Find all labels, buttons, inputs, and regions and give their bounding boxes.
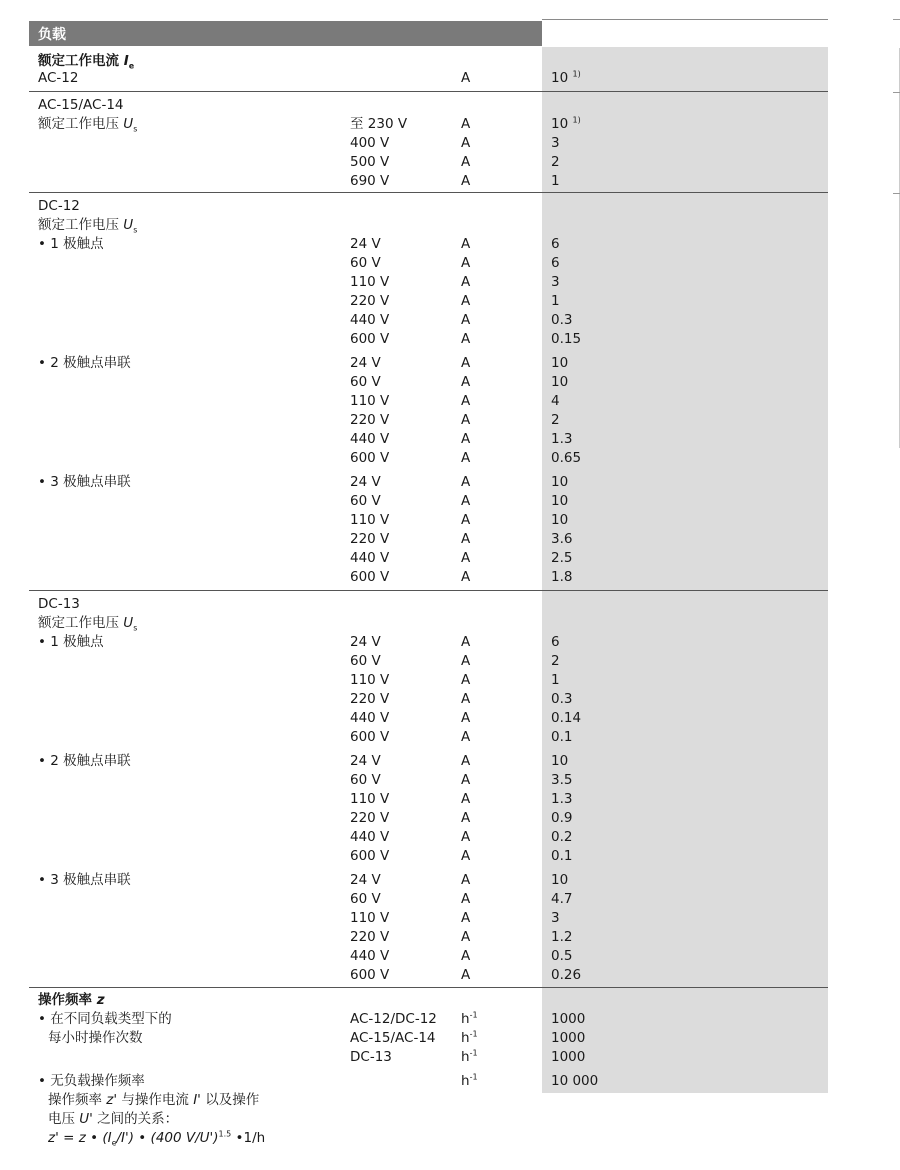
value: 3.5	[551, 772, 573, 788]
unit: A	[461, 729, 471, 745]
unit: A	[461, 772, 471, 788]
value: 1000	[551, 1030, 586, 1046]
voltage: 110 V	[350, 393, 390, 409]
unit: A	[461, 810, 471, 826]
contact-group-label: • 2 极触点串联	[38, 753, 131, 769]
unit: A	[461, 135, 471, 151]
section-rule	[29, 192, 828, 193]
unit: A	[461, 872, 471, 888]
voltage: 110 V	[350, 672, 390, 688]
voltage: 600 V	[350, 450, 390, 466]
unit: A	[461, 512, 471, 528]
unit: A	[461, 393, 471, 409]
value: 10	[551, 753, 569, 769]
value: 3	[551, 274, 560, 290]
unit: A	[461, 948, 471, 964]
unit: A	[461, 791, 471, 807]
rated-current-label: 额定工作电流 $I_e$	[38, 53, 135, 71]
value: 1000	[551, 1049, 586, 1065]
relation-line-2: 电压 U' 之间的关系：	[48, 1111, 179, 1127]
page-edge-tick	[893, 193, 900, 194]
voltage: 60 V	[350, 891, 381, 907]
ac15-label: AC-15/AC-14	[38, 97, 124, 113]
unit: $h^{-1}$	[461, 1048, 478, 1065]
unit: $h^{-1}$	[461, 1072, 478, 1089]
value: 0.15	[551, 331, 582, 347]
value: 0.65	[551, 450, 582, 466]
unit: A	[461, 848, 471, 864]
value: 6	[551, 255, 560, 271]
voltage: 220 V	[350, 293, 390, 309]
voltage: 400 V	[350, 135, 390, 151]
unit: A	[461, 331, 471, 347]
voltage: 220 V	[350, 691, 390, 707]
unit: A	[461, 929, 471, 945]
value: 0.26	[551, 967, 582, 983]
value-column-top-rule	[542, 19, 828, 20]
load-type: DC-13	[350, 1049, 392, 1065]
value: 0.14	[551, 710, 582, 726]
voltage: 60 V	[350, 493, 381, 509]
frequency-bullet-2: • 无负载操作频率	[38, 1073, 145, 1089]
value: 1.3	[551, 791, 573, 807]
voltage: 600 V	[350, 729, 390, 745]
voltage: 440 V	[350, 312, 390, 328]
dc13-label: DC-13	[38, 596, 80, 612]
voltage: 24 V	[350, 872, 381, 888]
unit: A	[461, 634, 471, 650]
load-type: AC-12/DC-12	[350, 1011, 437, 1027]
page-edge-tick	[893, 19, 900, 20]
contact-group-label: • 3 极触点串联	[38, 474, 131, 490]
voltage: 220 V	[350, 412, 390, 428]
unit: A	[461, 374, 471, 390]
voltage: 600 V	[350, 848, 390, 864]
voltage: 至 230 V	[350, 116, 408, 132]
unit: A	[461, 154, 471, 170]
unit: A	[461, 255, 471, 271]
voltage: 24 V	[350, 753, 381, 769]
value: 0.5	[551, 948, 573, 964]
contact-group-label: • 1 极触点	[38, 236, 104, 252]
unit: A	[461, 710, 471, 726]
voltage: 60 V	[350, 653, 381, 669]
unit: A	[461, 312, 471, 328]
unit: A	[461, 431, 471, 447]
voltage: 220 V	[350, 531, 390, 547]
value: 10	[551, 493, 569, 509]
unit: A	[461, 672, 471, 688]
frequency-bullet-1-cont: 每小时操作次数	[48, 1030, 143, 1046]
value: 10	[551, 355, 569, 371]
value: 0.3	[551, 312, 573, 328]
unit: $h^{-1}$	[461, 1010, 478, 1027]
rated-voltage-label: 额定工作电压 $U_s$	[38, 116, 138, 134]
voltage: 440 V	[350, 710, 390, 726]
value: 6	[551, 634, 560, 650]
unit: A	[461, 569, 471, 585]
voltage: 220 V	[350, 810, 390, 826]
value: 10 000	[551, 1073, 599, 1089]
unit: A	[461, 293, 471, 309]
voltage: 440 V	[350, 829, 390, 845]
voltage: 440 V	[350, 550, 390, 566]
voltage: 110 V	[350, 512, 390, 528]
value: 10	[551, 374, 569, 390]
voltage: 110 V	[350, 791, 390, 807]
voltage: 24 V	[350, 355, 381, 371]
value: 0.1	[551, 848, 573, 864]
voltage: 24 V	[350, 474, 381, 490]
voltage: 220 V	[350, 929, 390, 945]
value: 0.1	[551, 729, 573, 745]
unit: A	[461, 236, 471, 252]
value: 2.5	[551, 550, 573, 566]
voltage: 24 V	[350, 236, 381, 252]
value: 1.3	[551, 431, 573, 447]
unit: A	[461, 116, 471, 132]
unit: A	[461, 531, 471, 547]
value: 2	[551, 653, 560, 669]
value: 2	[551, 412, 560, 428]
section-header	[29, 21, 542, 46]
section-title: 负载	[38, 27, 66, 43]
voltage: 60 V	[350, 772, 381, 788]
ac12-label: AC-12	[38, 70, 79, 86]
rated-voltage-label: 额定工作电压 $U_s$	[38, 615, 138, 633]
unit: A	[461, 753, 471, 769]
value: 1.2	[551, 929, 573, 945]
voltage: 110 V	[350, 910, 390, 926]
value: 3.6	[551, 531, 573, 547]
unit: A	[461, 355, 471, 371]
voltage: 110 V	[350, 274, 390, 290]
voltage: 600 V	[350, 569, 390, 585]
relation-line-1: 操作频率 z' 与操作电流 I' 以及操作	[48, 1092, 260, 1108]
value-column-shading	[542, 47, 828, 1093]
value: 10 $^{1)}$	[551, 115, 581, 132]
value: 4	[551, 393, 560, 409]
frequency-title: 操作频率 z	[38, 992, 105, 1008]
unit: A	[461, 274, 471, 290]
voltage: 440 V	[350, 431, 390, 447]
section-rule	[29, 91, 828, 92]
unit: A	[461, 967, 471, 983]
voltage: 600 V	[350, 967, 390, 983]
unit: A	[461, 653, 471, 669]
voltage: 500 V	[350, 154, 390, 170]
unit: A	[461, 70, 471, 86]
contact-group-label: • 2 极触点串联	[38, 355, 131, 371]
page-edge-tick	[893, 92, 900, 93]
dc12-label: DC-12	[38, 198, 80, 214]
voltage: 60 V	[350, 255, 381, 271]
value: 6	[551, 236, 560, 252]
unit: A	[461, 450, 471, 466]
voltage: 24 V	[350, 634, 381, 650]
section-rule	[29, 987, 828, 988]
unit: $h^{-1}$	[461, 1029, 478, 1046]
unit: A	[461, 493, 471, 509]
voltage: 690 V	[350, 173, 390, 189]
value: 1	[551, 293, 560, 309]
voltage: 600 V	[350, 331, 390, 347]
value: 0.9	[551, 810, 573, 826]
value: 10 $^{1)}$	[551, 69, 581, 86]
frequency-bullet-1: • 在不同负载类型下的	[38, 1011, 172, 1027]
value: 0.3	[551, 691, 573, 707]
unit: A	[461, 474, 471, 490]
value: 10	[551, 872, 569, 888]
value: 1000	[551, 1011, 586, 1027]
value: 3	[551, 135, 560, 151]
unit: A	[461, 891, 471, 907]
value: 2	[551, 154, 560, 170]
value: 1	[551, 672, 560, 688]
contact-group-label: • 1 极触点	[38, 634, 104, 650]
value: 1	[551, 173, 560, 189]
value: 4.7	[551, 891, 573, 907]
value: 3	[551, 910, 560, 926]
value: 10	[551, 512, 569, 528]
voltage: 60 V	[350, 374, 381, 390]
unit: A	[461, 550, 471, 566]
unit: A	[461, 173, 471, 189]
rated-voltage-label: 额定工作电压 $U_s$	[38, 217, 138, 235]
section-rule	[29, 590, 828, 591]
voltage: 440 V	[350, 948, 390, 964]
unit: A	[461, 910, 471, 926]
value: 0.2	[551, 829, 573, 845]
unit: A	[461, 691, 471, 707]
unit: A	[461, 412, 471, 428]
relation-formula: z' = z • $(I_e/I')$ • (400 V/U')$^{1.5}$ •1/h	[48, 1129, 266, 1148]
load-type: AC-15/AC-14	[350, 1030, 436, 1046]
value: 10	[551, 474, 569, 490]
unit: A	[461, 829, 471, 845]
contact-group-label: • 3 极触点串联	[38, 872, 131, 888]
value: 1.8	[551, 569, 573, 585]
